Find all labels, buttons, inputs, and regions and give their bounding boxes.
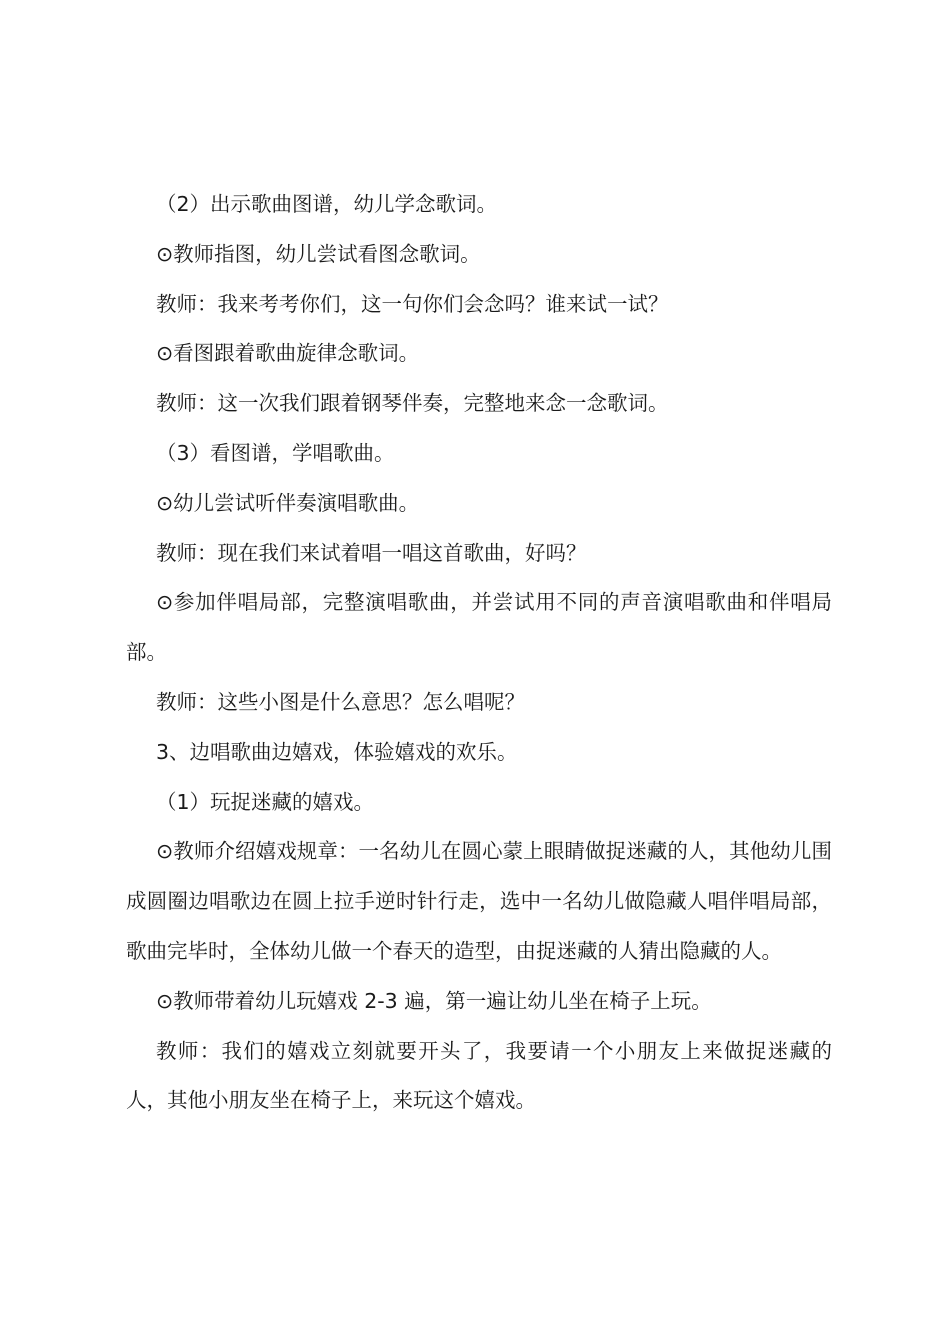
paragraph: （1）玩捉迷藏的嬉戏。 [156, 789, 375, 814]
paragraph: ⊙幼儿尝试听伴奏演唱歌曲。 [156, 490, 420, 515]
paragraph: 教师：现在我们来试着唱一唱这首歌曲，好吗？ [156, 540, 587, 565]
paragraph: ⊙教师带着幼儿玩嬉戏 2-3 遍，第一遍让幼儿坐在椅子上玩。 [156, 988, 712, 1013]
document-body [126, 180, 832, 1126]
paragraph: 教师：这些小图是什么意思？怎么唱呢？ [156, 689, 525, 714]
paragraph: ⊙看图跟着歌曲旋律念歌词。 [156, 341, 420, 366]
paragraph: （3）看图谱，学唱歌曲。 [156, 440, 395, 465]
paragraph: 教师：这一次我们跟着钢琴伴奏，完整地来念一念歌词。 [156, 391, 669, 416]
paragraph: 教师：我来考考你们，这一句你们会念吗？谁来试一试？ [156, 291, 669, 316]
paragraph: ⊙教师介绍嬉戏规章：一名幼儿在圆心蒙上眼睛做捉迷藏的人，其他幼儿围成圆圈边唱歌边在圆上拉手逆时针行走，选中一名幼儿做隐藏人唱伴唱局部，歌曲完毕时，全体幼儿做一个春天的造型，由捉迷藏的人猜出隐藏的人。 [126, 839, 832, 963]
paragraph: 教师：我们的嬉戏立刻就要开头了，我要请一个小朋友上来做捉迷藏的人，其他小朋友坐在椅子上，来玩这个嬉戏。 [126, 1038, 832, 1113]
paragraph: （2）出示歌曲图谱，幼儿学念歌词。 [156, 192, 498, 216]
paragraph: ⊙教师指图，幼儿尝试看图念歌词。 [156, 241, 481, 266]
paragraph: 3、边唱歌曲边嬉戏，体验嬉戏的欢乐。 [156, 739, 518, 764]
paragraph: ⊙参加伴唱局部，完整演唱歌曲，并尝试用不同的声音演唱歌曲和伴唱局部。 [126, 590, 832, 665]
